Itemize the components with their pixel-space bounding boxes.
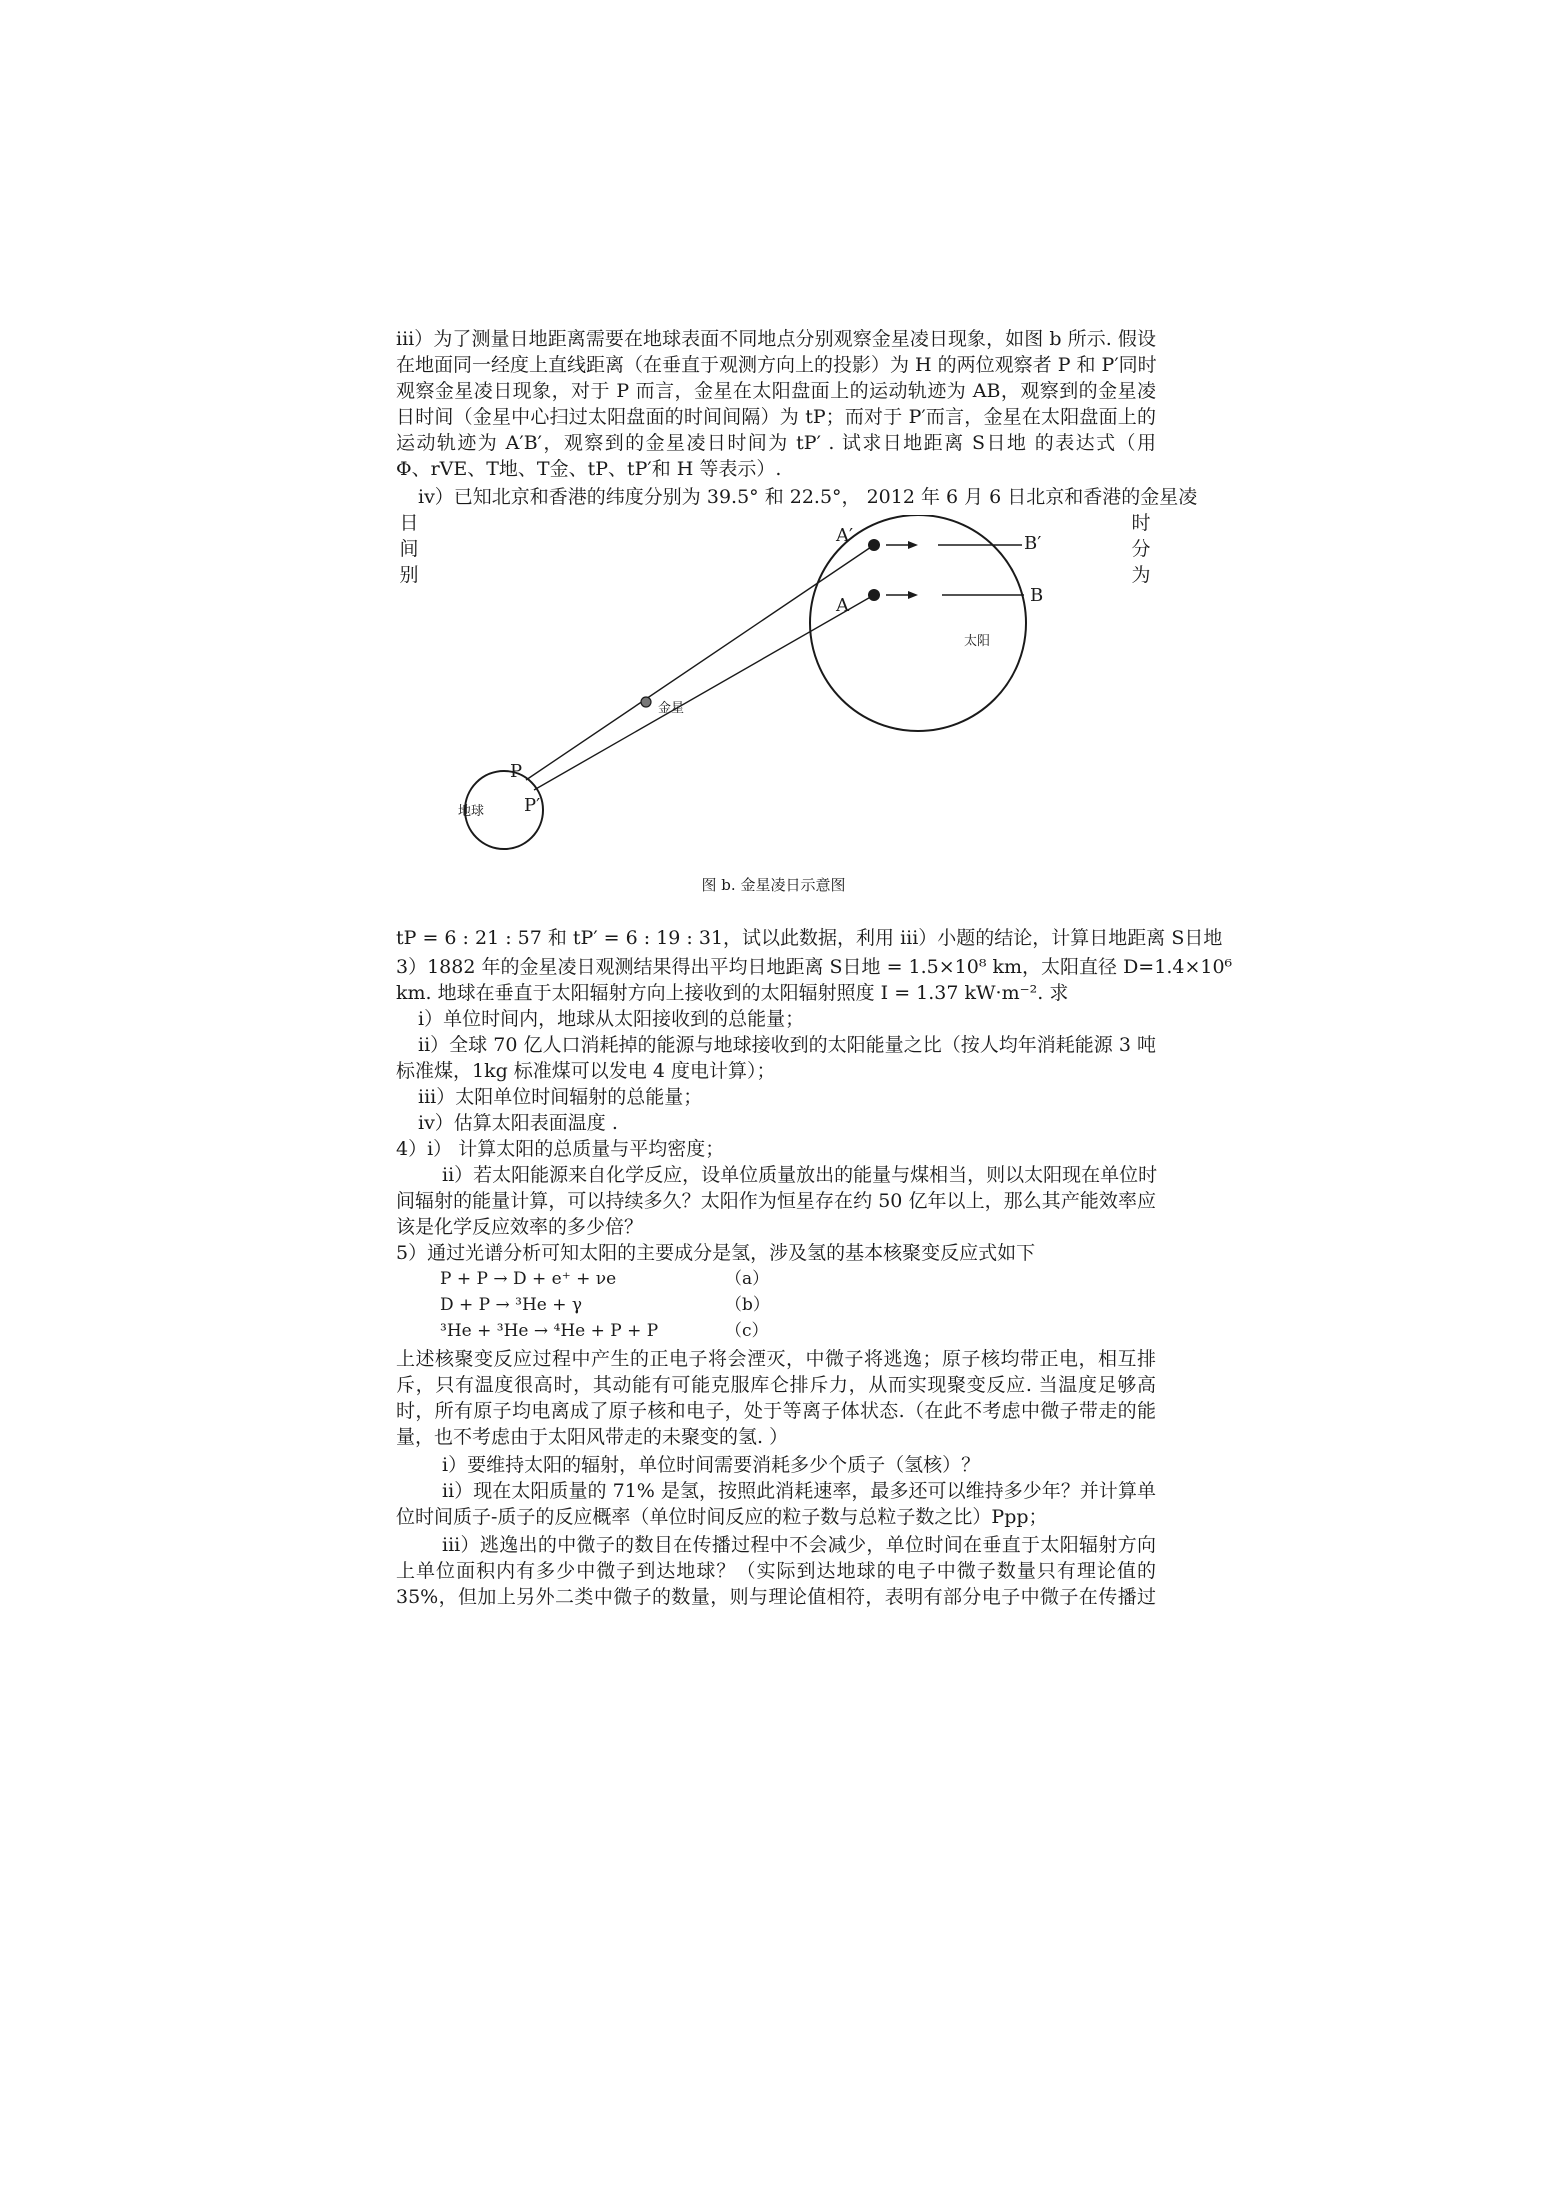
label-b-prime: B′ [1024,533,1042,554]
q4-sub2b: 间辐射的能量计算，可以持续多久？太阳作为恒星存在约 50 亿年以上，那么其产能效率应 [396,1190,1156,1212]
reaction-equation: ³He + ³He → ⁴He + P + P [440,1321,659,1341]
sightline-p-prime [526,545,874,780]
q5-para3: 时，所有原子均电离成了原子核和电子，处于等离子体状态.（在此不考虑中微子带走的能 [396,1400,1156,1422]
q3-part4-line1: iv）已知北京和香港的纬度分别为 39.5° 和 22.5°， 2012 年 6 月 6 日北京和香港的金星凌 [418,486,1198,508]
label-a: A [836,595,849,616]
q4-line1: 4）i） 计算太阳的总质量与平均密度； [396,1138,725,1160]
q5-sub1: i）要维持太阳的辐射，单位时间需要消耗多少个质子（氢核）？ [442,1454,981,1476]
q5-sub3c: 35%，但加上另外二类中微子的数量，则与理论值相符，表明有部分电子中微子在传播过 [396,1586,1156,1608]
q4-sub2a: ii）若太阳能源来自化学反应，设单位质量放出的能量与煤相当，则以太阳现在单位时 [442,1164,1158,1186]
q3-sub4: iv）估算太阳表面温度 . [418,1112,618,1134]
label-p: P [510,761,523,782]
label-venus: 金星 [658,701,685,716]
q3-part3-line3: 观察金星凌日现象，对于 P 而言，金星在太阳盘面上的运动轨迹为 AB，观察到的金星凌 [396,380,1156,402]
q3-line1: 3）1882 年的金星凌日观测结果得出平均日地距离 S日地 = 1.5×10⁸ km，太阳直径 D=1.4×10⁶ [396,956,1233,978]
q5-para4: 量，也不考虑由于太阳风带走的未聚变的氢. ） [396,1426,789,1448]
reaction-equation: P + P → D + e⁺ + νe [440,1269,617,1289]
sun-circle [810,515,1026,731]
label-a-prime: A′ [836,525,854,546]
venus-at-a [868,589,880,601]
reaction-equation: D + P → ³He + γ [440,1295,583,1315]
q3-part3-line5: 运动轨迹为 A′B′，观察到的金星凌日时间为 tP′ . 试求日地距离 S日地 的表达式（用 [396,432,1156,454]
sightline-p [534,595,874,790]
q5-para1: 上述核聚变反应过程中产生的正电子将会湮灭，中微子将逃逸；原子核均带正电，相互排 [396,1348,1156,1370]
arrowhead-icon [908,541,918,549]
left-col-char: 间 [399,538,419,560]
label-b: B [1030,585,1044,606]
right-col-char: 时 [1131,512,1151,534]
q3-sub1: i）单位时间内，地球从太阳接收到的总能量； [418,1008,805,1030]
q3-sub2a: ii）全球 70 亿人口消耗掉的能源与地球接收到的太阳能量之比（按人均年消耗能源 3 吨 [418,1034,1156,1056]
right-col-char: 为 [1131,564,1151,586]
right-col-char: 分 [1131,538,1151,560]
q3-part3-line6: Φ、rVE、T地、T金、tP、tP′和 H 等表示）. [396,458,782,480]
q5-sub3b: 上单位面积内有多少中微子到达地球？（实际到达地球的电子中微子数量只有理论值的 [396,1560,1156,1582]
venus-at-a-prime [868,539,880,551]
reaction-label: （c） [725,1321,769,1341]
q4-sub2c: 该是化学反应效率的多少倍？ [396,1216,644,1238]
q5-sub2b: 位时间质子-质子的反应概率（单位时间反应的粒子数与总粒子数之比）Ppp； [396,1506,1048,1528]
q3-part3-line1: iii）为了测量日地距离需要在地球表面不同地点分别观察金星凌日现象，如图 b 所示. 假设 [396,328,1156,350]
q3-line2: km. 地球在垂直于太阳辐射方向上接收到的太阳辐射照度 I = 1.37 kW·m⁻². 求 [396,982,1069,1004]
left-col-char: 别 [399,564,419,586]
q3-sub3: iii）太阳单位时间辐射的总能量； [418,1086,703,1108]
left-col-char: 日 [399,512,419,534]
q5-sub2a: ii）现在太阳质量的 71% 是氢，按照此消耗速率，最多还可以维持多少年？并计算单 [442,1480,1156,1502]
label-earth: 地球 [458,804,485,819]
label-p-prime: P′ [524,795,541,816]
q3-sub2b: 标准煤，1kg 标准煤可以发电 4 度电计算）； [396,1060,776,1082]
reaction-label: （b） [725,1295,770,1315]
q5-line1: 5）通过光谱分析可知太阳的主要成分是氢，涉及氢的基本核聚变反应式如下 [396,1242,1036,1264]
q5-sub3a: iii）逃逸出的中微子的数目在传播过程中不会减少，单位时间在垂直于太阳辐射方向 [442,1534,1156,1556]
figure-caption: 图 b. 金星凌日示意图 [701,876,846,894]
label-sun: 太阳 [964,634,991,649]
venus-dot [641,697,651,707]
venus-transit-diagram [396,515,1156,865]
q3-part3-line4: 日时间（金星中心扫过太阳盘面的时间间隔）为 tP；而对于 P′而言，金星在太阳盘面上的 [396,406,1156,428]
reaction-label: （a） [725,1269,770,1289]
q3-part3-line2: 在地面同一经度上直线距离（在垂直于观测方向上的投影）为 H 的两位观察者 P 和 P′同时 [396,354,1157,376]
q5-para2: 斥，只有温度很高时，其动能有可能克服库仑排斥力，从而实现聚变反应. 当温度足够高 [396,1374,1156,1396]
q3-part4-after-figure: tP = 6 : 21 : 57 和 tP′ = 6 : 19 : 31，试以此数据，利用 iii）小题的结论，计算日地距离 S日地 [396,927,1223,949]
arrowhead-icon [908,591,918,599]
